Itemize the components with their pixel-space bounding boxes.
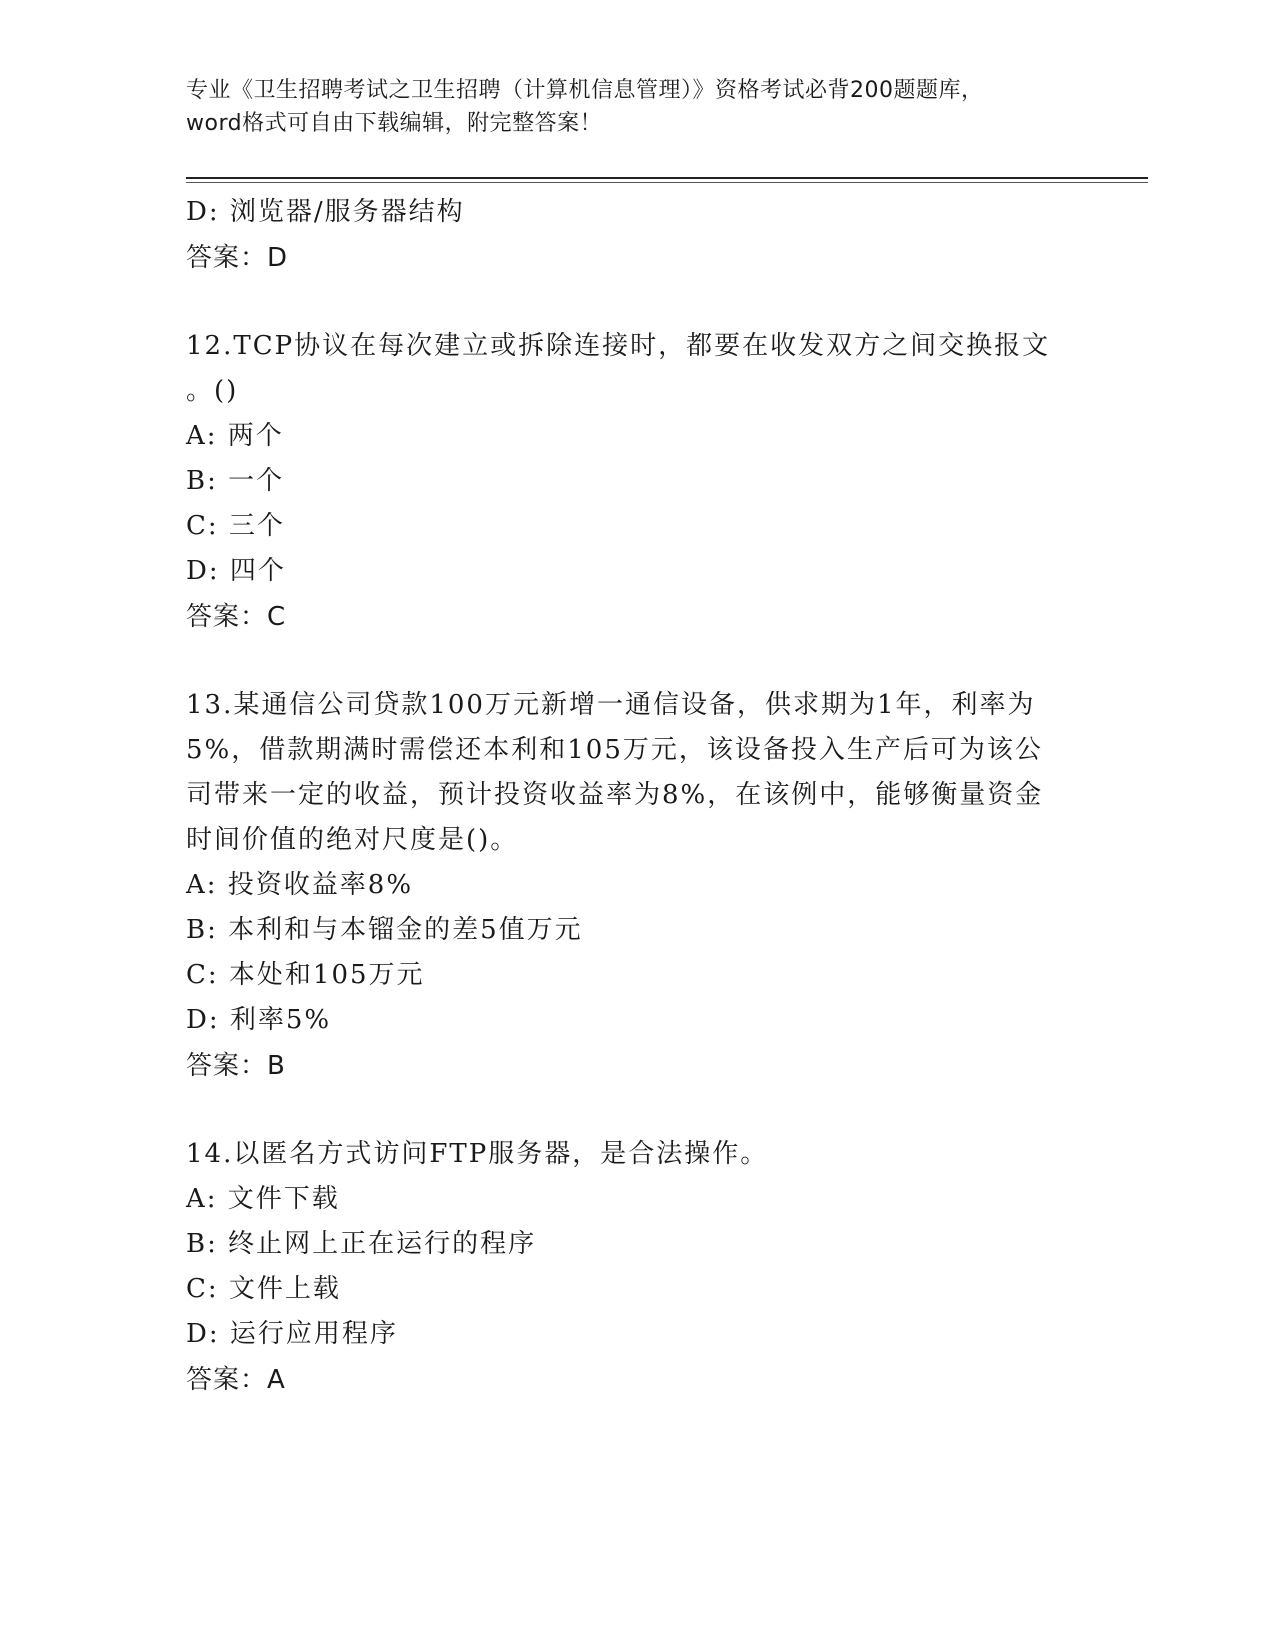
question-12-option-d: D: 四个 [186,556,286,586]
question-14-answer: 答案：A [186,1365,286,1395]
question-14-option-d: D: 运行应用程序 [186,1319,398,1349]
question-13-stem-line-4: 时间价值的绝对尺度是()。 [186,825,519,855]
question-13-option-d: D: 利率5% [186,1005,332,1035]
prev-answer: 答案：D [186,243,289,273]
question-14-option-b: B: 终止网上正在运行的程序 [186,1229,537,1259]
header-line-2: word格式可自由下载编辑，附完整答案！ [186,111,603,136]
question-13-stem-line-3: 司带来一定的收益，预计投资收益率为8%，在该例中，能够衡量资金 [186,780,1044,810]
question-14-option-a: A: 文件下载 [186,1184,340,1214]
question-13-option-a: A: 投资收益率8% [186,870,414,900]
question-14-stem-line-1: 14.以匿名方式访问FTP服务器，是合法操作。 [186,1139,769,1169]
question-13-option-b: B: 本利和与本镏金的差5值万元 [186,915,583,945]
document-header [186,74,1076,140]
question-14 [186,1132,1066,1403]
question-12-option-b: B: 一个 [186,466,285,496]
question-12-answer: 答案：C [186,602,287,632]
question-12-stem-line-2: 。() [186,376,239,406]
header-line-1: 专业《卫生招聘考试之卫生招聘（计算机信息管理）》资格考试必背200题题库， [186,78,984,103]
question-12-stem-line-1: 12.TCP协议在每次建立或拆除连接时，都要在收发双方之间交换报文 [186,331,1051,361]
prev-option-d: D: 浏览器/服务器结构 [186,197,465,227]
question-14-option-c: C: 文件上载 [186,1274,341,1304]
header-divider-thick [186,177,1148,179]
question-list [186,190,1086,1403]
question-12-option-a: A: 两个 [186,421,284,451]
header-divider-thin [186,182,1148,183]
question-13-stem-line-2: 5%，借款期满时需偿还本利和105万元，该设备投入生产后可为该公 [186,735,1043,765]
question-13 [186,683,1066,1089]
question-13-option-c: C: 本处和105万元 [186,960,425,990]
question-12-option-c: C: 三个 [186,511,285,541]
question-12 [186,324,1066,640]
question-13-answer: 答案：B [186,1051,286,1081]
question-13-stem-line-1: 13.某通信公司贷款100万元新增一通信设备，供求期为1年，利率为 [186,690,1036,720]
